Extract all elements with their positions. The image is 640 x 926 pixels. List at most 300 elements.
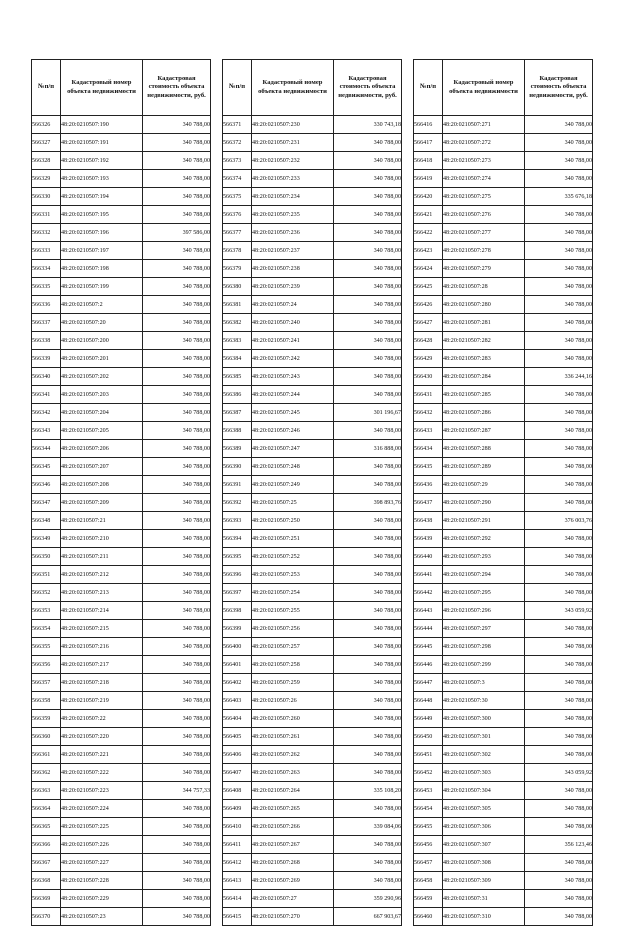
table-row bbox=[223, 746, 402, 764]
cadastral-value: 340 788,00 bbox=[143, 692, 211, 710]
table-row bbox=[223, 332, 402, 350]
table-row bbox=[414, 584, 593, 602]
cadastral-number: 48:20:0210507:306 bbox=[443, 818, 525, 836]
table-row bbox=[223, 188, 402, 206]
cadastral-value: 340 788,00 bbox=[525, 332, 593, 350]
table-row bbox=[223, 836, 402, 854]
table-row bbox=[414, 548, 593, 566]
header-number: №п/п bbox=[414, 60, 443, 116]
row-number: 566403 bbox=[223, 692, 252, 710]
cadastral-value: 340 788,00 bbox=[525, 746, 593, 764]
cadastral-value: 340 788,00 bbox=[525, 674, 593, 692]
table-row bbox=[32, 620, 211, 638]
cadastral-number: 48:20:0210507:216 bbox=[61, 638, 143, 656]
cadastral-number: 48:20:0210507:293 bbox=[443, 548, 525, 566]
cadastral-number: 48:20:0210507:30 bbox=[443, 692, 525, 710]
cadastral-value: 340 788,00 bbox=[525, 116, 593, 134]
row-number: 566377 bbox=[223, 224, 252, 242]
cadastral-number: 48:20:0210507:207 bbox=[61, 458, 143, 476]
cadastral-number: 48:20:0210507:265 bbox=[252, 800, 334, 818]
cadastral-value: 340 788,00 bbox=[334, 620, 402, 638]
cadastral-value: 340 788,00 bbox=[334, 872, 402, 890]
row-number: 566442 bbox=[414, 584, 443, 602]
cadastral-value: 340 788,00 bbox=[525, 458, 593, 476]
cadastral-value: 340 788,00 bbox=[334, 854, 402, 872]
table-row bbox=[223, 512, 402, 530]
row-number: 566424 bbox=[414, 260, 443, 278]
row-number: 566430 bbox=[414, 368, 443, 386]
cadastral-number: 48:20:0210507:221 bbox=[61, 746, 143, 764]
row-number: 566381 bbox=[223, 296, 252, 314]
cadastral-value: 340 788,00 bbox=[334, 314, 402, 332]
cadastral-number: 48:20:0210507:308 bbox=[443, 854, 525, 872]
table-row bbox=[223, 314, 402, 332]
cadastral-number: 48:20:0210507:205 bbox=[61, 422, 143, 440]
header-cadastral-value: Кадастровая стоимость объекта недвижимости, руб. bbox=[334, 60, 402, 116]
cadastral-number: 48:20:0210507:194 bbox=[61, 188, 143, 206]
cadastral-number: 48:20:0210507:197 bbox=[61, 242, 143, 260]
table-row bbox=[414, 530, 593, 548]
table-row bbox=[223, 116, 402, 134]
cadastral-value: 340 788,00 bbox=[143, 728, 211, 746]
cadastral-value: 340 788,00 bbox=[525, 152, 593, 170]
table-row bbox=[32, 566, 211, 584]
table-row bbox=[223, 170, 402, 188]
table-row bbox=[414, 440, 593, 458]
cadastral-number: 48:20:0210507:295 bbox=[443, 584, 525, 602]
cadastral-value: 340 788,00 bbox=[143, 656, 211, 674]
table-row bbox=[414, 512, 593, 530]
row-number: 566355 bbox=[32, 638, 61, 656]
row-number: 566419 bbox=[414, 170, 443, 188]
cadastral-value: 340 788,00 bbox=[525, 296, 593, 314]
cadastral-value: 340 788,00 bbox=[143, 638, 211, 656]
cadastral-value: 356 123,46 bbox=[525, 836, 593, 854]
table-row bbox=[414, 638, 593, 656]
cadastral-value: 340 788,00 bbox=[143, 512, 211, 530]
table-row bbox=[414, 152, 593, 170]
row-number: 566456 bbox=[414, 836, 443, 854]
row-number: 566358 bbox=[32, 692, 61, 710]
row-number: 566390 bbox=[223, 458, 252, 476]
table-row bbox=[32, 134, 211, 152]
table-row bbox=[32, 440, 211, 458]
row-number: 566411 bbox=[223, 836, 252, 854]
table-row bbox=[32, 800, 211, 818]
row-number: 566365 bbox=[32, 818, 61, 836]
table-row bbox=[223, 566, 402, 584]
cadastral-value: 340 788,00 bbox=[143, 116, 211, 134]
row-number: 566387 bbox=[223, 404, 252, 422]
table-row bbox=[32, 674, 211, 692]
row-number: 566410 bbox=[223, 818, 252, 836]
row-number: 566416 bbox=[414, 116, 443, 134]
table-row bbox=[32, 350, 211, 368]
cadastral-value: 376 003,76 bbox=[525, 512, 593, 530]
table-row bbox=[32, 782, 211, 800]
row-number: 566372 bbox=[223, 134, 252, 152]
cadastral-number: 48:20:0210507:283 bbox=[443, 350, 525, 368]
cadastral-value: 340 788,00 bbox=[334, 656, 402, 674]
cadastral-number: 48:20:0210507:214 bbox=[61, 602, 143, 620]
row-number: 566439 bbox=[414, 530, 443, 548]
table-row bbox=[223, 206, 402, 224]
cadastral-number: 48:20:0210507:225 bbox=[61, 818, 143, 836]
row-number: 566344 bbox=[32, 440, 61, 458]
register-table bbox=[31, 59, 211, 926]
cadastral-value: 340 788,00 bbox=[143, 818, 211, 836]
cadastral-number: 48:20:0210507:31 bbox=[443, 890, 525, 908]
cadastral-number: 48:20:0210507:240 bbox=[252, 314, 334, 332]
table-row bbox=[32, 458, 211, 476]
table-row bbox=[32, 116, 211, 134]
table-row bbox=[223, 458, 402, 476]
cadastral-value: 340 788,00 bbox=[525, 872, 593, 890]
cadastral-value: 340 788,00 bbox=[143, 170, 211, 188]
cadastral-number: 48:20:0210507:2 bbox=[61, 296, 143, 314]
table-row bbox=[32, 296, 211, 314]
row-number: 566336 bbox=[32, 296, 61, 314]
cadastral-number: 48:20:0210507:254 bbox=[252, 584, 334, 602]
row-number: 566376 bbox=[223, 206, 252, 224]
cadastral-number: 48:20:0210507:279 bbox=[443, 260, 525, 278]
row-number: 566378 bbox=[223, 242, 252, 260]
cadastral-number: 48:20:0210507:263 bbox=[252, 764, 334, 782]
row-number: 566398 bbox=[223, 602, 252, 620]
row-number: 566364 bbox=[32, 800, 61, 818]
cadastral-number: 48:20:0210507:302 bbox=[443, 746, 525, 764]
cadastral-value: 667 903,67 bbox=[334, 908, 402, 926]
cadastral-number: 48:20:0210507:286 bbox=[443, 404, 525, 422]
row-number: 566455 bbox=[414, 818, 443, 836]
cadastral-number: 48:20:0210507:274 bbox=[443, 170, 525, 188]
cadastral-number: 48:20:0210507:196 bbox=[61, 224, 143, 242]
cadastral-number: 48:20:0210507:199 bbox=[61, 278, 143, 296]
cadastral-value: 340 788,00 bbox=[525, 584, 593, 602]
cadastral-value: 340 788,00 bbox=[525, 134, 593, 152]
cadastral-value: 340 788,00 bbox=[334, 224, 402, 242]
cadastral-value: 340 788,00 bbox=[143, 440, 211, 458]
cadastral-number: 48:20:0210507:268 bbox=[252, 854, 334, 872]
table-row bbox=[223, 530, 402, 548]
cadastral-number: 48:20:0210507:232 bbox=[252, 152, 334, 170]
cadastral-value: 340 788,00 bbox=[143, 674, 211, 692]
cadastral-value: 340 788,00 bbox=[525, 440, 593, 458]
row-number: 566327 bbox=[32, 134, 61, 152]
table-row bbox=[223, 728, 402, 746]
row-number: 566460 bbox=[414, 908, 443, 926]
row-number: 566449 bbox=[414, 710, 443, 728]
cadastral-value: 340 788,00 bbox=[143, 584, 211, 602]
cadastral-value: 340 788,00 bbox=[143, 332, 211, 350]
cadastral-number: 48:20:0210507:290 bbox=[443, 494, 525, 512]
table-body bbox=[223, 116, 402, 926]
table-row bbox=[223, 620, 402, 638]
row-number: 566329 bbox=[32, 170, 61, 188]
table-row bbox=[32, 908, 211, 926]
table-row bbox=[414, 350, 593, 368]
row-number: 566437 bbox=[414, 494, 443, 512]
row-number: 566392 bbox=[223, 494, 252, 512]
cadastral-number: 48:20:0210507:241 bbox=[252, 332, 334, 350]
row-number: 566348 bbox=[32, 512, 61, 530]
row-number: 566427 bbox=[414, 314, 443, 332]
table-body bbox=[414, 116, 593, 926]
cadastral-number: 48:20:0210507:213 bbox=[61, 584, 143, 602]
table-row bbox=[32, 818, 211, 836]
row-number: 566371 bbox=[223, 116, 252, 134]
row-number: 566432 bbox=[414, 404, 443, 422]
cadastral-number: 48:20:0210507:217 bbox=[61, 656, 143, 674]
table-row bbox=[32, 494, 211, 512]
row-number: 566361 bbox=[32, 746, 61, 764]
cadastral-number: 48:20:0210507:285 bbox=[443, 386, 525, 404]
table-row bbox=[414, 422, 593, 440]
cadastral-number: 48:20:0210507:27 bbox=[252, 890, 334, 908]
cadastral-value: 340 788,00 bbox=[143, 296, 211, 314]
cadastral-number: 48:20:0210507:29 bbox=[443, 476, 525, 494]
row-number: 566431 bbox=[414, 386, 443, 404]
table-row bbox=[414, 314, 593, 332]
table-row bbox=[32, 872, 211, 890]
row-number: 566454 bbox=[414, 800, 443, 818]
row-number: 566396 bbox=[223, 566, 252, 584]
table-row bbox=[414, 566, 593, 584]
table-row bbox=[223, 782, 402, 800]
table-row bbox=[223, 692, 402, 710]
row-number: 566434 bbox=[414, 440, 443, 458]
cadastral-number: 48:20:0210507:212 bbox=[61, 566, 143, 584]
row-number: 566413 bbox=[223, 872, 252, 890]
cadastral-value: 340 788,00 bbox=[525, 530, 593, 548]
cadastral-number: 48:20:0210507:193 bbox=[61, 170, 143, 188]
cadastral-value: 340 788,00 bbox=[525, 548, 593, 566]
table-row bbox=[32, 512, 211, 530]
cadastral-number: 48:20:0210507:282 bbox=[443, 332, 525, 350]
row-number: 566420 bbox=[414, 188, 443, 206]
table-row bbox=[414, 908, 593, 926]
table-row bbox=[414, 170, 593, 188]
cadastral-number: 48:20:0210507:202 bbox=[61, 368, 143, 386]
cadastral-value: 340 788,00 bbox=[334, 152, 402, 170]
cadastral-number: 48:20:0210507:230 bbox=[252, 116, 334, 134]
table-row bbox=[32, 170, 211, 188]
row-number: 566409 bbox=[223, 800, 252, 818]
table-row bbox=[223, 134, 402, 152]
row-number: 566340 bbox=[32, 368, 61, 386]
cadastral-number: 48:20:0210507:272 bbox=[443, 134, 525, 152]
register-table bbox=[222, 59, 402, 926]
cadastral-value: 340 788,00 bbox=[143, 368, 211, 386]
cadastral-value: 340 788,00 bbox=[143, 710, 211, 728]
row-number: 566391 bbox=[223, 476, 252, 494]
row-number: 566402 bbox=[223, 674, 252, 692]
row-number: 566452 bbox=[414, 764, 443, 782]
cadastral-value: 343 059,92 bbox=[525, 764, 593, 782]
row-number: 566382 bbox=[223, 314, 252, 332]
cadastral-number: 48:20:0210507:278 bbox=[443, 242, 525, 260]
cadastral-value: 330 743,18 bbox=[334, 116, 402, 134]
cadastral-value: 340 788,00 bbox=[334, 746, 402, 764]
cadastral-number: 48:20:0210507:301 bbox=[443, 728, 525, 746]
table-row bbox=[32, 242, 211, 260]
table-row bbox=[223, 656, 402, 674]
row-number: 566446 bbox=[414, 656, 443, 674]
row-number: 566332 bbox=[32, 224, 61, 242]
table-row bbox=[414, 692, 593, 710]
table-row bbox=[32, 854, 211, 872]
cadastral-number: 48:20:0210507:190 bbox=[61, 116, 143, 134]
cadastral-value: 340 788,00 bbox=[143, 746, 211, 764]
row-number: 566350 bbox=[32, 548, 61, 566]
table-row bbox=[414, 800, 593, 818]
table-row bbox=[414, 494, 593, 512]
cadastral-number: 48:20:0210507:249 bbox=[252, 476, 334, 494]
cadastral-value: 340 788,00 bbox=[334, 422, 402, 440]
table-row bbox=[32, 368, 211, 386]
cadastral-value: 340 788,00 bbox=[143, 620, 211, 638]
row-number: 566443 bbox=[414, 602, 443, 620]
table-row bbox=[414, 710, 593, 728]
row-number: 566352 bbox=[32, 584, 61, 602]
cadastral-number: 48:20:0210507:244 bbox=[252, 386, 334, 404]
cadastral-value: 340 788,00 bbox=[334, 170, 402, 188]
cadastral-value: 340 788,00 bbox=[334, 458, 402, 476]
header-cadastral-value: Кадастровая стоимость объекта недвижимости, руб. bbox=[143, 60, 211, 116]
header-number: №п/п bbox=[223, 60, 252, 116]
table-row bbox=[414, 116, 593, 134]
table-row bbox=[414, 332, 593, 350]
cadastral-value: 340 788,00 bbox=[143, 422, 211, 440]
cadastral-value: 340 788,00 bbox=[525, 782, 593, 800]
cadastral-number: 48:20:0210507:270 bbox=[252, 908, 334, 926]
cadastral-number: 48:20:0210507:255 bbox=[252, 602, 334, 620]
cadastral-value: 340 788,00 bbox=[334, 728, 402, 746]
cadastral-number: 48:20:0210507:222 bbox=[61, 764, 143, 782]
cadastral-value: 340 788,00 bbox=[334, 584, 402, 602]
table-row bbox=[32, 764, 211, 782]
row-number: 566457 bbox=[414, 854, 443, 872]
cadastral-number: 48:20:0210507:198 bbox=[61, 260, 143, 278]
row-number: 566328 bbox=[32, 152, 61, 170]
cadastral-number: 48:20:0210507:218 bbox=[61, 674, 143, 692]
header-cadastral-number: Кадастровый номер объекта недвижимости bbox=[443, 60, 525, 116]
row-number: 566404 bbox=[223, 710, 252, 728]
row-number: 566438 bbox=[414, 512, 443, 530]
cadastral-value: 340 788,00 bbox=[143, 152, 211, 170]
cadastral-value: 340 788,00 bbox=[525, 620, 593, 638]
table-row bbox=[32, 260, 211, 278]
table-row bbox=[32, 602, 211, 620]
cadastral-number: 48:20:0210507:28 bbox=[443, 278, 525, 296]
cadastral-number: 48:20:0210507:192 bbox=[61, 152, 143, 170]
cadastral-number: 48:20:0210507:256 bbox=[252, 620, 334, 638]
cadastral-value: 340 788,00 bbox=[525, 206, 593, 224]
cadastral-value: 340 788,00 bbox=[143, 134, 211, 152]
cadastral-value: 340 788,00 bbox=[525, 566, 593, 584]
cadastral-number: 48:20:0210507:234 bbox=[252, 188, 334, 206]
table-row bbox=[223, 440, 402, 458]
cadastral-number: 48:20:0210507:275 bbox=[443, 188, 525, 206]
cadastral-value: 359 290,96 bbox=[334, 890, 402, 908]
row-number: 566421 bbox=[414, 206, 443, 224]
table-row bbox=[32, 476, 211, 494]
cadastral-value: 340 788,00 bbox=[143, 206, 211, 224]
row-number: 566450 bbox=[414, 728, 443, 746]
table-row bbox=[223, 278, 402, 296]
cadastral-value: 340 788,00 bbox=[143, 908, 211, 926]
cadastral-value: 340 788,00 bbox=[143, 476, 211, 494]
row-number: 566407 bbox=[223, 764, 252, 782]
row-number: 566389 bbox=[223, 440, 252, 458]
cadastral-value: 340 788,00 bbox=[334, 278, 402, 296]
cadastral-number: 48:20:0210507:23 bbox=[61, 908, 143, 926]
cadastral-value: 340 788,00 bbox=[143, 800, 211, 818]
cadastral-number: 48:20:0210507:271 bbox=[443, 116, 525, 134]
register-table bbox=[413, 59, 593, 926]
row-number: 566370 bbox=[32, 908, 61, 926]
cadastral-number: 48:20:0210507:276 bbox=[443, 206, 525, 224]
cadastral-value: 301 196,67 bbox=[334, 404, 402, 422]
table-row bbox=[223, 638, 402, 656]
table-row bbox=[414, 764, 593, 782]
cadastral-number: 48:20:0210507:252 bbox=[252, 548, 334, 566]
cadastral-value: 340 788,00 bbox=[334, 386, 402, 404]
row-number: 566379 bbox=[223, 260, 252, 278]
row-number: 566354 bbox=[32, 620, 61, 638]
cadastral-value: 340 788,00 bbox=[143, 350, 211, 368]
row-number: 566440 bbox=[414, 548, 443, 566]
cadastral-value: 340 788,00 bbox=[525, 908, 593, 926]
cadastral-value: 340 788,00 bbox=[525, 890, 593, 908]
cadastral-value: 340 788,00 bbox=[334, 350, 402, 368]
cadastral-value: 397 586,00 bbox=[143, 224, 211, 242]
row-number: 566384 bbox=[223, 350, 252, 368]
cadastral-number: 48:20:0210507:281 bbox=[443, 314, 525, 332]
cadastral-number: 48:20:0210507:21 bbox=[61, 512, 143, 530]
table-row bbox=[32, 332, 211, 350]
row-number: 566406 bbox=[223, 746, 252, 764]
table-header-row bbox=[414, 60, 593, 116]
table-row bbox=[32, 278, 211, 296]
cadastral-value: 340 788,00 bbox=[143, 260, 211, 278]
cadastral-number: 48:20:0210507:296 bbox=[443, 602, 525, 620]
table-row bbox=[223, 242, 402, 260]
cadastral-value: 340 788,00 bbox=[334, 260, 402, 278]
row-number: 566397 bbox=[223, 584, 252, 602]
cadastral-value: 340 788,00 bbox=[334, 710, 402, 728]
cadastral-value: 340 788,00 bbox=[143, 548, 211, 566]
row-number: 566415 bbox=[223, 908, 252, 926]
table-row bbox=[414, 134, 593, 152]
cadastral-number: 48:20:0210507:206 bbox=[61, 440, 143, 458]
cadastral-number: 48:20:0210507:224 bbox=[61, 800, 143, 818]
table-row bbox=[414, 386, 593, 404]
table-row bbox=[414, 728, 593, 746]
cadastral-number: 48:20:0210507:250 bbox=[252, 512, 334, 530]
cadastral-number: 48:20:0210507:223 bbox=[61, 782, 143, 800]
table-row bbox=[32, 188, 211, 206]
cadastral-value: 340 788,00 bbox=[525, 386, 593, 404]
cadastral-value: 340 788,00 bbox=[525, 656, 593, 674]
table-header-row bbox=[223, 60, 402, 116]
cadastral-value: 340 788,00 bbox=[143, 602, 211, 620]
row-number: 566359 bbox=[32, 710, 61, 728]
table-row bbox=[414, 242, 593, 260]
table-row bbox=[32, 224, 211, 242]
table-row bbox=[32, 548, 211, 566]
cadastral-value: 340 788,00 bbox=[334, 512, 402, 530]
